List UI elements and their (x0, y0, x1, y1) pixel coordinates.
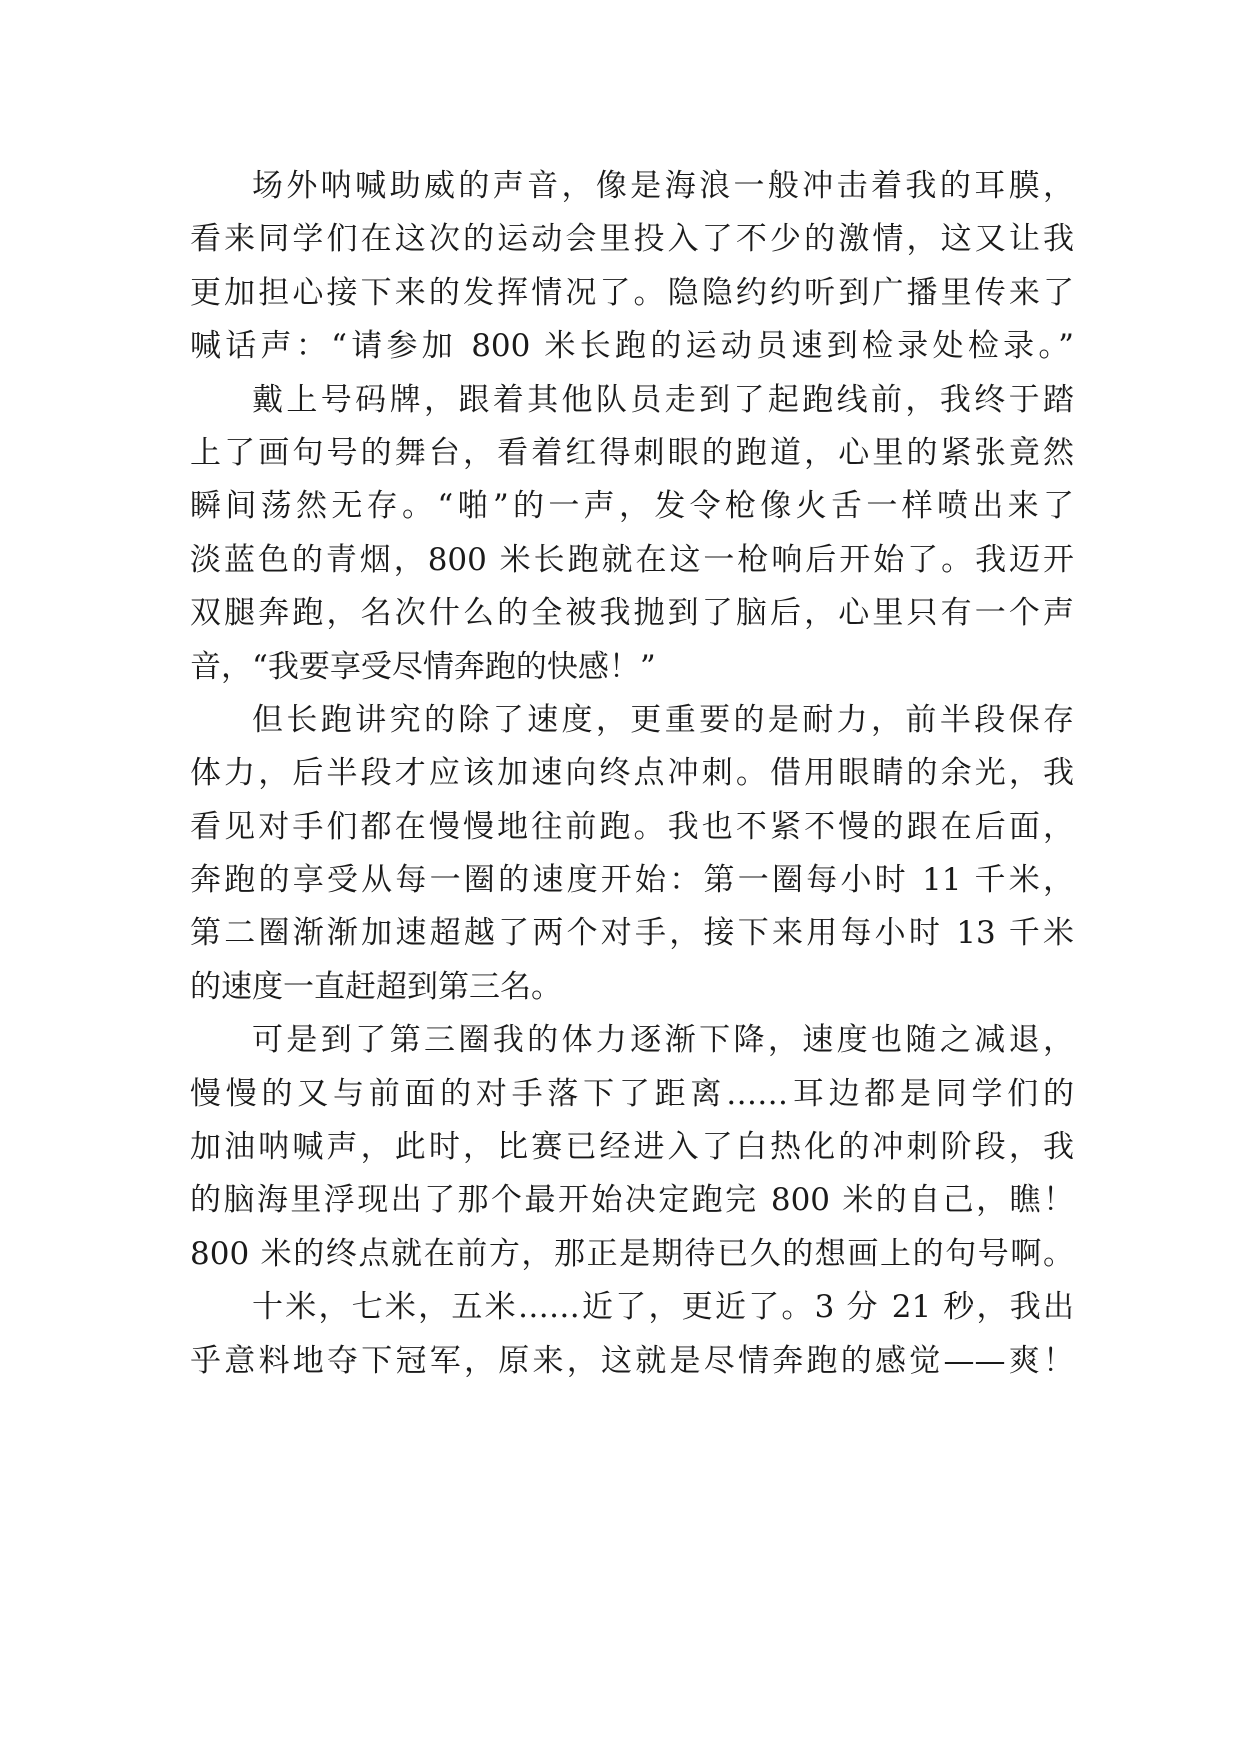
paragraph (190, 1281, 1074, 1388)
text-line: 音，“我要享受尽情奔跑的快感！” (190, 648, 656, 685)
essay-body (190, 160, 1074, 1388)
text-line: 看见对手们都在慢慢地往前跑。我也不紧不慢的跟在后面， (190, 808, 1074, 845)
paragraph (190, 160, 1074, 374)
paragraph (190, 374, 1074, 694)
text-line: 场外呐喊助威的声音，像是海浪一般冲击着我的耳膜， (252, 168, 1074, 204)
text-line: 的脑海里浮现出了那个最开始决定跑完 800 米的自己，瞧！ (190, 1182, 1074, 1219)
text-line: 800 米的终点就在前方，那正是期待已久的想画上的句号啊。 (190, 1235, 1074, 1272)
text-line: 淡蓝色的青烟，800 米长跑就在这一枪响后开始了。我迈开 (190, 541, 1074, 578)
text-line: 可是到了第三圈我的体力逐渐下降，速度也随之减退， (252, 1022, 1074, 1059)
text-line: 更加担心接下来的发挥情况了。隐隐约约听到广播里传来了 (190, 274, 1074, 311)
text-line: 奔跑的享受从每一圈的速度开始：第一圈每小时 11 千米， (190, 862, 1074, 899)
text-line: 体力，后半段才应该加速向终点冲刺。借用眼睛的余光，我 (190, 755, 1074, 792)
text-line: 上了画句号的舞台，看着红得刺眼的跑道，心里的紧张竟然 (190, 434, 1074, 471)
text-line: 喊话声：“请参加 800 米长跑的运动员速到检录处检录。” (190, 328, 1074, 365)
text-line: 慢慢的又与前面的对手落下了距离……耳边都是同学们的 (190, 1075, 1074, 1112)
text-line: 的速度一直赶超到第三名。 (190, 968, 562, 1005)
text-line: 乎意料地夺下冠军，原来，这就是尽情奔跑的感觉——爽！ (190, 1342, 1074, 1379)
paragraph (190, 1014, 1074, 1281)
text-line: 看来同学们在这次的运动会里投入了不少的激情，这又让我 (190, 221, 1074, 258)
text-line: 戴上号码牌，跟着其他队员走到了起跑线前，我终于踏 (252, 381, 1074, 418)
text-line: 第二圈渐渐加速超越了两个对手，接下来用每小时 13 千米 (190, 915, 1074, 952)
text-line: 双腿奔跑，名次什么的全被我抛到了脑后，心里只有一个声 (190, 595, 1074, 632)
text-line: 加油呐喊声，此时，比赛已经进入了白热化的冲刺阶段，我 (190, 1129, 1074, 1166)
text-line: 但长跑讲究的除了速度，更重要的是耐力，前半段保存 (252, 701, 1074, 738)
paragraph (190, 694, 1074, 1014)
text-line: 十米，七米，五米……近了，更近了。3 分 21 秒，我出 (252, 1289, 1074, 1326)
text-line: 瞬间荡然无存。“啪”的一声，发令枪像火舌一样喷出来了 (190, 488, 1074, 525)
